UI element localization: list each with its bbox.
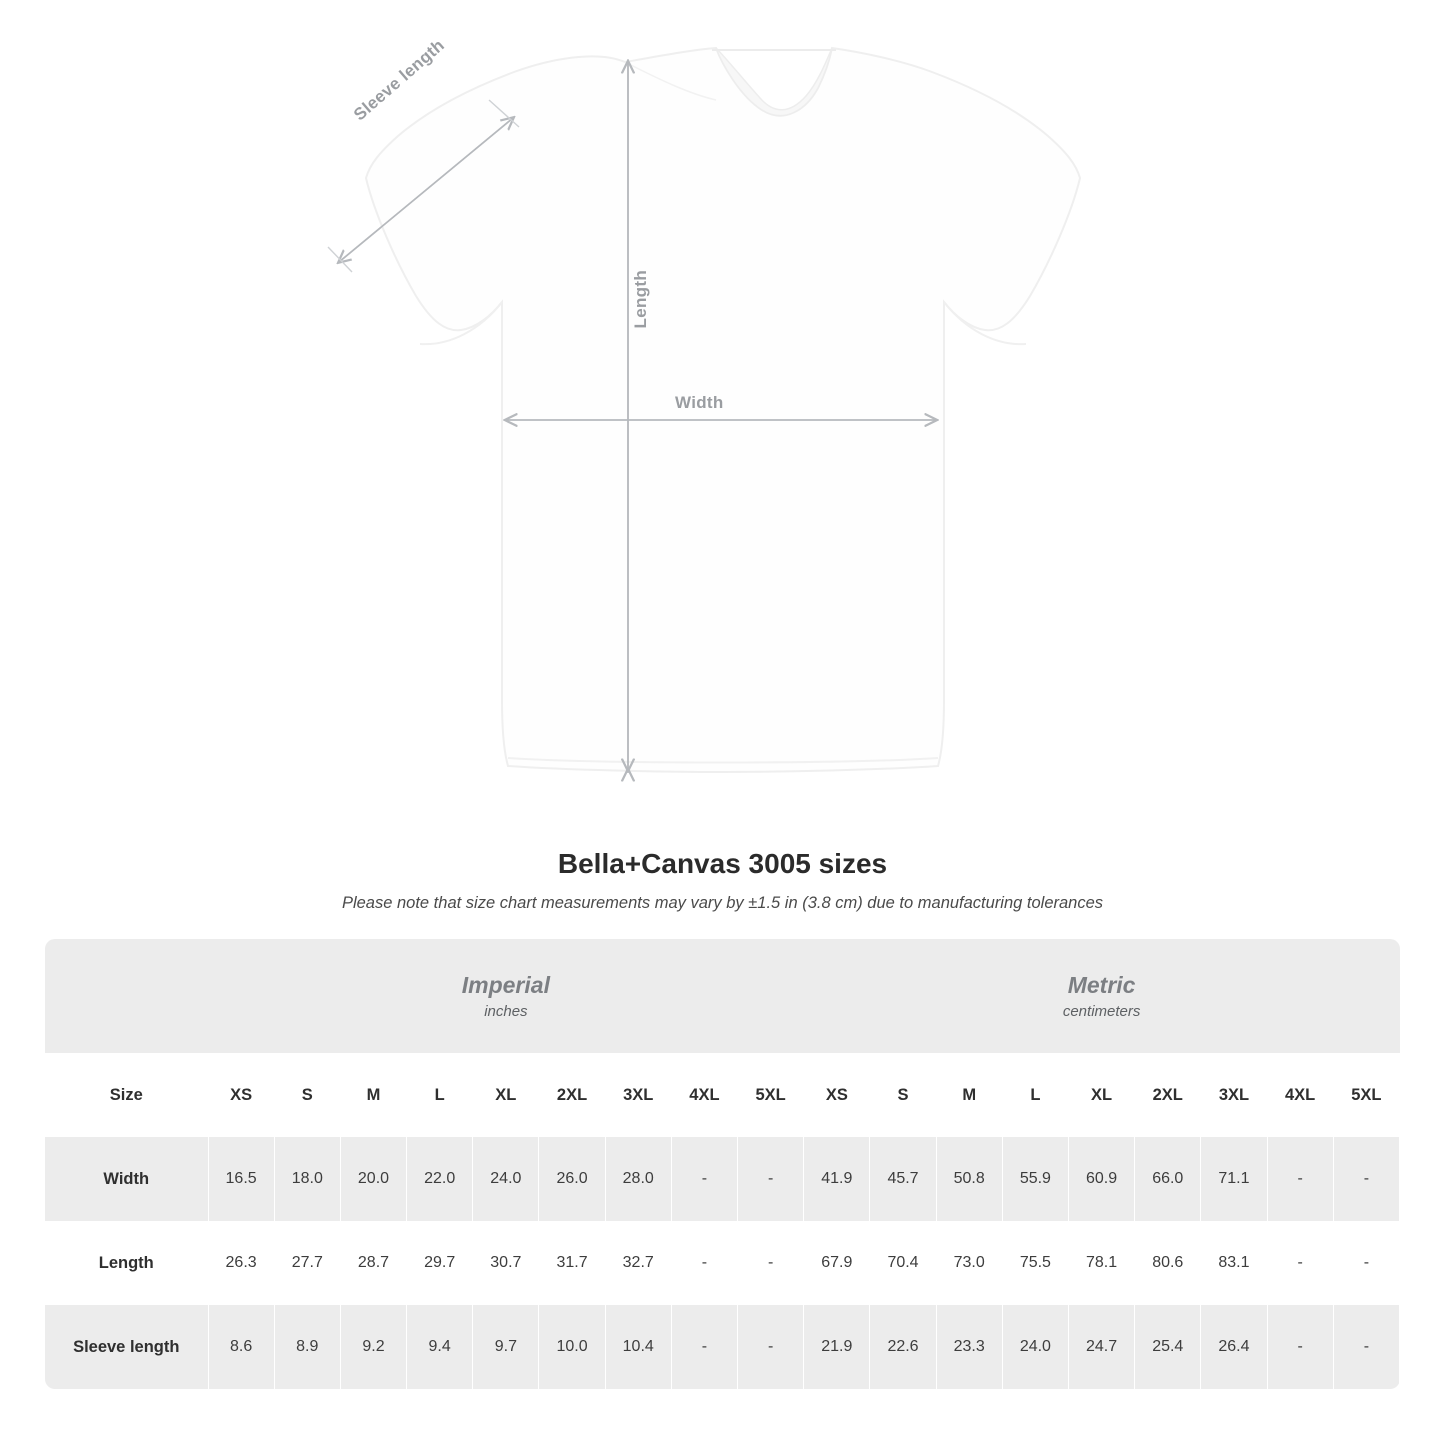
cell-length-metric-xl: 78.1 xyxy=(1068,1221,1134,1305)
cell-length-imperial-l: 29.7 xyxy=(407,1221,473,1305)
cell-width-metric-s: 45.7 xyxy=(870,1137,936,1221)
cell-width-metric-l: 55.9 xyxy=(1002,1137,1068,1221)
cell-width-imperial-s: 18.0 xyxy=(274,1137,340,1221)
cell-sleeve-imperial-5xl: - xyxy=(738,1305,804,1389)
cell-sleeve-imperial-4xl: - xyxy=(671,1305,737,1389)
unit-name-inches: inches xyxy=(484,1003,528,1021)
cell-sleeve-metric-l: 24.0 xyxy=(1002,1305,1068,1389)
table-row xyxy=(45,1221,1400,1305)
cell-width-imperial-2xl: 26.0 xyxy=(539,1137,605,1221)
row-label-width: Width xyxy=(45,1137,208,1221)
width-label: Width xyxy=(675,393,724,412)
header-size-metric-m: M xyxy=(936,1053,1002,1137)
cell-length-imperial-3xl: 32.7 xyxy=(605,1221,671,1305)
cell-length-metric-3xl: 83.1 xyxy=(1201,1221,1267,1305)
cell-sleeve-metric-s: 22.6 xyxy=(870,1305,936,1389)
unit-system-imperial: Imperial xyxy=(461,971,550,998)
header-size-metric-4xl: 4XL xyxy=(1267,1053,1333,1137)
table-row xyxy=(45,1305,1400,1389)
header-size-imperial-4xl: 4XL xyxy=(671,1053,737,1137)
cell-sleeve-imperial-xl: 9.7 xyxy=(473,1305,539,1389)
cell-width-metric-m: 50.8 xyxy=(936,1137,1002,1221)
cell-sleeve-metric-2xl: 25.4 xyxy=(1135,1305,1201,1389)
cell-length-metric-5xl: - xyxy=(1333,1221,1399,1305)
unit-cell-blank xyxy=(45,939,208,1053)
row-label-length: Length xyxy=(45,1221,208,1305)
cell-sleeve-metric-3xl: 26.4 xyxy=(1201,1305,1267,1389)
cell-sleeve-imperial-l: 9.4 xyxy=(407,1305,473,1389)
unit-cell-metric xyxy=(804,939,1400,1053)
cell-sleeve-imperial-s: 8.9 xyxy=(274,1305,340,1389)
cell-length-metric-xs: 67.9 xyxy=(804,1221,870,1305)
header-size-metric-5xl: 5XL xyxy=(1333,1053,1399,1137)
cell-width-metric-xs: 41.9 xyxy=(804,1137,870,1221)
unit-header-row xyxy=(45,939,1400,1053)
header-size: Size xyxy=(45,1053,208,1137)
sleeve-length-label: Sleeve length xyxy=(350,35,449,125)
header-size-metric-xl: XL xyxy=(1068,1053,1134,1137)
cell-length-imperial-5xl: - xyxy=(738,1221,804,1305)
header-size-imperial-3xl: 3XL xyxy=(605,1053,671,1137)
cell-sleeve-imperial-xs: 8.6 xyxy=(208,1305,274,1389)
header-size-imperial-xl: XL xyxy=(473,1053,539,1137)
title-block xyxy=(0,848,1445,913)
size-header-row xyxy=(45,1053,1400,1137)
cell-width-imperial-3xl: 28.0 xyxy=(605,1137,671,1221)
cell-length-imperial-2xl: 31.7 xyxy=(539,1221,605,1305)
header-size-metric-3xl: 3XL xyxy=(1201,1053,1267,1137)
cell-sleeve-imperial-m: 9.2 xyxy=(340,1305,406,1389)
cell-sleeve-metric-5xl: - xyxy=(1333,1305,1399,1389)
cell-length-imperial-m: 28.7 xyxy=(340,1221,406,1305)
cell-sleeve-metric-xs: 21.9 xyxy=(804,1305,870,1389)
cell-width-imperial-5xl: - xyxy=(738,1137,804,1221)
cell-sleeve-imperial-3xl: 10.4 xyxy=(605,1305,671,1389)
cell-length-imperial-4xl: - xyxy=(671,1221,737,1305)
cell-width-imperial-xl: 24.0 xyxy=(473,1137,539,1221)
unit-system-metric: Metric xyxy=(1067,971,1136,998)
header-size-metric-xs: XS xyxy=(804,1053,870,1137)
cell-width-metric-5xl: - xyxy=(1333,1137,1399,1221)
cell-width-imperial-xs: 16.5 xyxy=(208,1137,274,1221)
unit-cell-imperial xyxy=(208,939,804,1053)
cell-length-metric-4xl: - xyxy=(1267,1221,1333,1305)
header-size-imperial-m: M xyxy=(340,1053,406,1137)
cell-sleeve-imperial-2xl: 10.0 xyxy=(539,1305,605,1389)
header-size-imperial-2xl: 2XL xyxy=(539,1053,605,1137)
cell-length-imperial-s: 27.7 xyxy=(274,1221,340,1305)
header-size-imperial-xs: XS xyxy=(208,1053,274,1137)
cell-width-metric-2xl: 66.0 xyxy=(1135,1137,1201,1221)
cell-width-metric-xl: 60.9 xyxy=(1068,1137,1134,1221)
size-chart-table xyxy=(45,939,1400,1389)
cell-sleeve-metric-m: 23.3 xyxy=(936,1305,1002,1389)
size-chart-table-wrap xyxy=(0,939,1445,1389)
page-title: Bella+Canvas 3005 sizes xyxy=(557,848,888,879)
row-label-sleeve-length: Sleeve length xyxy=(45,1305,208,1389)
header-size-metric-2xl: 2XL xyxy=(1135,1053,1201,1137)
cell-length-metric-l: 75.5 xyxy=(1002,1221,1068,1305)
cell-sleeve-metric-4xl: - xyxy=(1267,1305,1333,1389)
table-row xyxy=(45,1137,1400,1221)
cell-length-imperial-xs: 26.3 xyxy=(208,1221,274,1305)
unit-name-centimeters: centimeters xyxy=(1062,1003,1141,1021)
tolerance-note: Please note that size chart measurements may vary by ±1.5 in (3.8 cm) due to manufacturing tolerances xyxy=(341,894,1104,912)
cell-width-imperial-4xl: - xyxy=(671,1137,737,1221)
header-size-metric-l: L xyxy=(1002,1053,1068,1137)
cell-sleeve-metric-xl: 24.7 xyxy=(1068,1305,1134,1389)
cell-width-metric-4xl: - xyxy=(1267,1137,1333,1221)
cell-length-imperial-xl: 30.7 xyxy=(473,1221,539,1305)
cell-width-metric-3xl: 71.1 xyxy=(1201,1137,1267,1221)
cell-width-imperial-m: 20.0 xyxy=(340,1137,406,1221)
header-size-metric-s: S xyxy=(870,1053,936,1137)
cell-length-metric-s: 70.4 xyxy=(870,1221,936,1305)
header-size-imperial-5xl: 5XL xyxy=(738,1053,804,1137)
cell-length-metric-2xl: 80.6 xyxy=(1135,1221,1201,1305)
cell-length-metric-m: 73.0 xyxy=(936,1221,1002,1305)
header-size-imperial-s: S xyxy=(274,1053,340,1137)
header-size-imperial-l: L xyxy=(407,1053,473,1137)
length-label: Length xyxy=(631,270,650,329)
cell-width-imperial-l: 22.0 xyxy=(407,1137,473,1221)
